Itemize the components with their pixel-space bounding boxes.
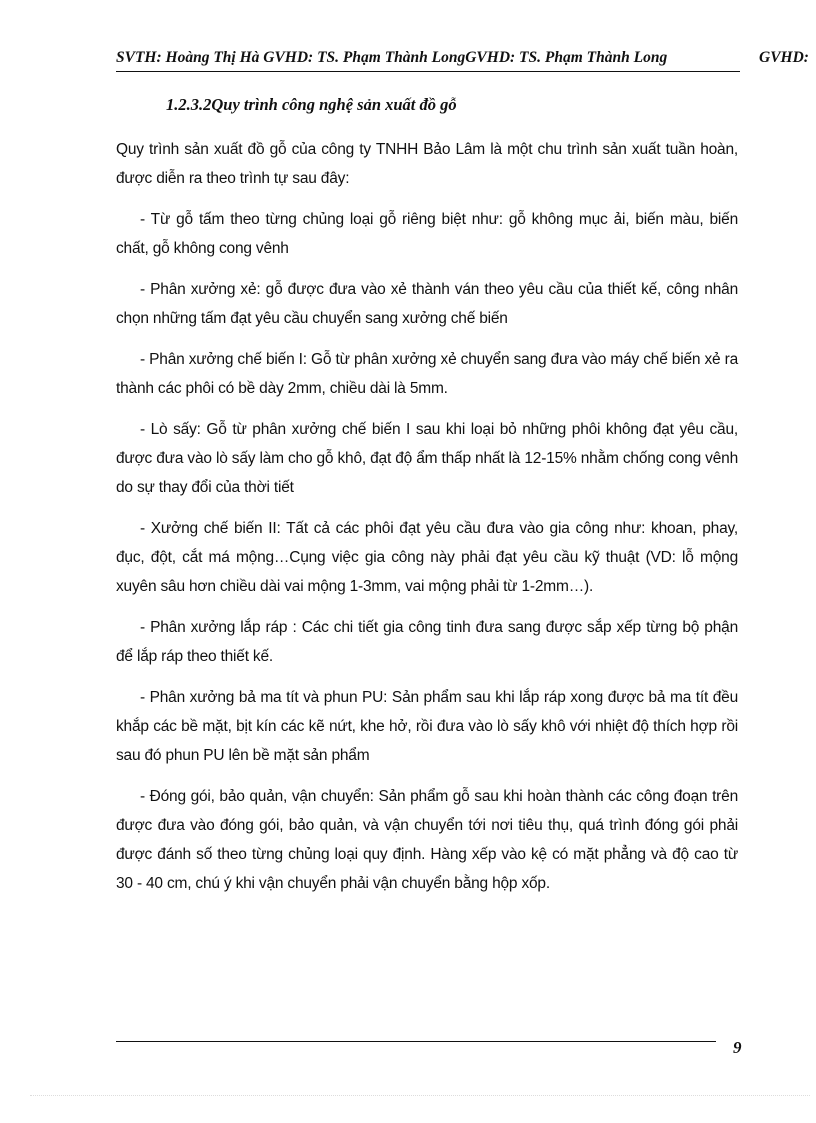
paragraph-step-drying: - Lò sấy: Gỗ từ phân xưởng chế biến I sau khi loại bỏ những phôi không đạt yêu cầu, được đưa vào lò sấy làm cho gỗ khô, đạt độ ẩm thấp nhất là 12-15% nhằm chống cong vênh do sự thay đổi của thời tiết xyxy=(116,421,738,496)
running-header-text: SVTH: Hoàng Thị Hà GVHD: TS. Phạm Thành LongGVHD: TS. Phạm Thành Long xyxy=(116,49,668,66)
page-number: 9 xyxy=(733,1038,742,1057)
section-heading: 1.2.3.2Quy trình công nghệ sản xuất đồ gỗ xyxy=(166,95,457,114)
footer-rule xyxy=(116,1041,716,1042)
paragraph-step-processing-1: - Phân xưởng chế biến I: Gỗ từ phân xưởng xẻ chuyển sang đưa vào máy chế biến xẻ ra thành các phôi có bề dày 2mm, chiều dài là 5mm. xyxy=(116,351,738,397)
paragraph-step-raw-wood: - Từ gỗ tấm theo từng chủng loại gỗ riêng biệt như: gỗ không mục ải, biến màu, biến chất, gỗ không cong vênh xyxy=(116,211,738,257)
paragraph-step-sawing: - Phân xưởng xẻ: gỗ được đưa vào xẻ thành ván theo yêu cầu của thiết kế, công nhân chọn những tấm đạt yêu cầu chuyển sang xưởng chế biến xyxy=(116,281,738,327)
running-header xyxy=(116,49,816,73)
paragraph-step-assembly: - Phân xưởng lắp ráp : Các chi tiết gia công tinh đưa sang được sắp xếp từng bộ phận để lắp ráp theo thiết kế. xyxy=(116,619,738,665)
paragraph-step-finishing: - Phân xưởng bả ma tít và phun PU: Sản phẩm sau khi lắp ráp xong được bả ma tít đều khắp các bề mặt, bịt kín các kẽ nứt, khe hở, rồi đưa vào lò sấy khô với nhiệt độ thích hợp rồi sau đó phun PU lên bề mặt sản phẩm xyxy=(116,689,738,764)
body-text xyxy=(116,135,738,910)
paragraph-intro: Quy trình sản xuất đồ gỗ của công ty TNHH Bảo Lâm là một chu trình sản xuất tuần hoàn, được diễn ra theo trình tự sau đây: xyxy=(116,141,738,187)
header-rule xyxy=(116,71,740,72)
paragraph-step-packaging: - Đóng gói, bảo quản, vận chuyển: Sản phẩm gỗ sau khi hoàn thành các công đoạn trên được đưa vào đóng gói, bảo quản, và vận chuyển tới nơi tiêu thụ, quá trình đóng gói phải được đánh số theo từng chủng loại quy định. Hàng xếp vào kệ có mặt phẳng và độ cao từ 30 - 40 cm, chú ý khi vận chuyển phải vận chuyển bằng hộp xốp. xyxy=(116,788,738,892)
running-header-tail: GVHD: xyxy=(759,49,809,66)
page-bottom-divider xyxy=(30,1095,810,1096)
paragraph-step-processing-2: - Xưởng chế biến II: Tất cả các phôi đạt yêu cầu đưa vào gia công như: khoan, phay, đục, đột, cắt má mộng…Cụng việc gia công này phải đạt yêu cầu kỹ thuật (VD: lỗ mộng xuyên sâu hơn chiều dài vai mộng 1-3mm, vai mộng phải từ 1-2mm…). xyxy=(116,520,738,595)
